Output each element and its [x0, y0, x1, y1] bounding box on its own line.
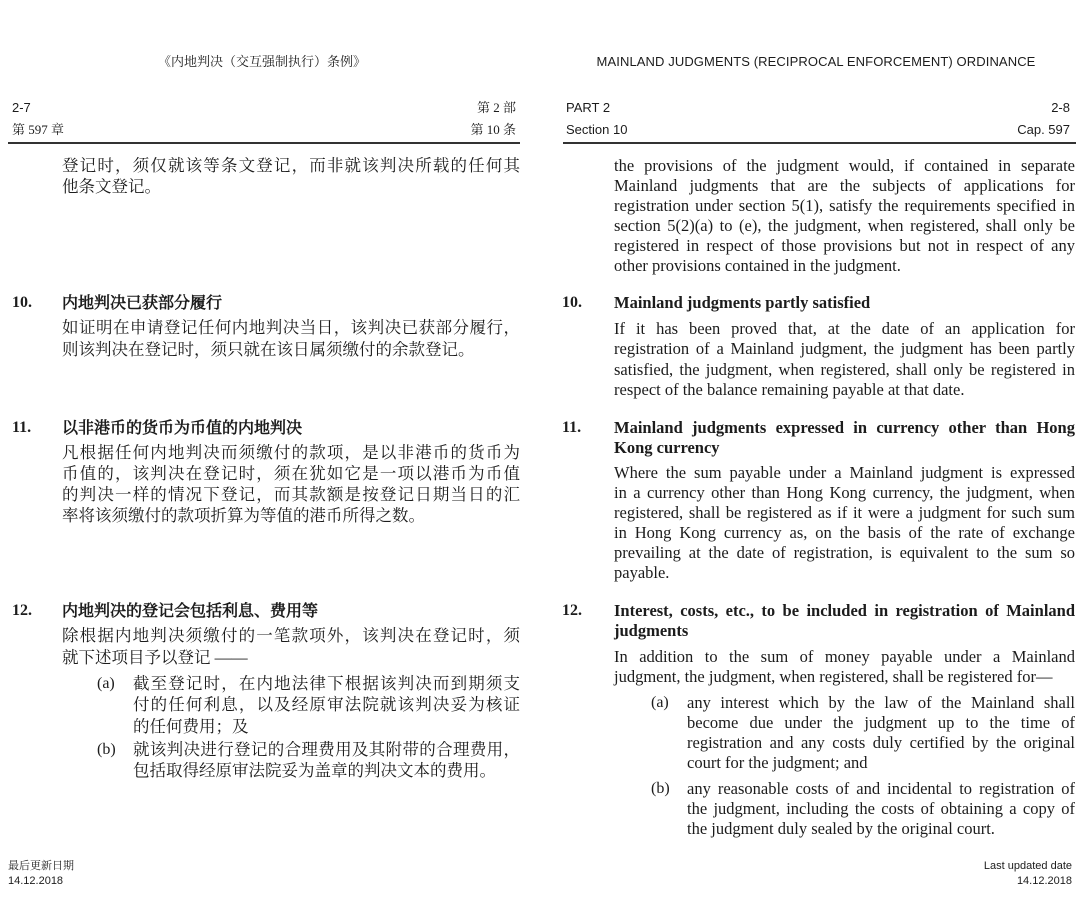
zh-last-updated-date: 14.12.2018 [8, 875, 64, 887]
zh-section-line: 凡根据任何内地判决而须缴付的款项，是以非港币的货币为 [62, 443, 520, 462]
en-section-line: in a currency other than Hong Kong currency, the judgment, when [614, 483, 1075, 502]
en-continuation-line: registration under section 5(1), satisfy the requirements specified in [614, 196, 1075, 215]
zh-item-line: 就该判决进行登记的合理费用及其附带的合理费用， [133, 740, 520, 759]
en-section-heading: Interest, costs, etc., to be included in registration of Mainland [614, 601, 1075, 620]
zh-section-number: 10. [12, 294, 32, 311]
zh-chapter-label: 第 597 章 [12, 122, 65, 137]
en-section-line: payable. [614, 563, 670, 582]
en-ordinance-title: MAINLAND JUDGMENTS (RECIPROCAL ENFORCEMENT) ORDINANCE [596, 54, 1036, 69]
zh-section-number: 12. [12, 602, 32, 619]
en-item-line: the judgment duly sealed by the original court. [687, 819, 995, 838]
zh-section-line: 就下述项目予以登记 —— [62, 648, 248, 667]
en-section-line: prevailing at the date of registration, is equivalent to the sum so [614, 543, 1075, 562]
en-page-number: 2-8 [1051, 100, 1070, 115]
zh-item-line: 截至登记时，在内地法律下根据该判决而到期须支 [133, 674, 520, 693]
en-section-heading: Mainland judgments expressed in currency other than Hong [614, 418, 1075, 437]
zh-section-heading: 以非港币的货币为币值的内地判决 [62, 418, 303, 437]
zh-ordinance-title: 《内地判决（交互强制执行）条例》 [157, 54, 366, 69]
en-continuation-line: other provisions contained in the judgment. [614, 256, 901, 275]
zh-section-number: 11. [12, 419, 32, 436]
en-section-number: 12. [562, 602, 582, 619]
en-section-heading: judgments [614, 621, 689, 640]
en-item-line: the judgment, including the costs of obtaining a copy of [687, 799, 1075, 818]
en-section-line: Where the sum payable under a Mainland judgment is expressed [614, 463, 1075, 482]
en-item-label: (b) [651, 780, 670, 797]
en-section-line: If it has been proved that, at the date of an application for [614, 319, 1075, 338]
zh-page-number: 2-7 [12, 100, 31, 115]
en-item-line: any interest which by the law of the Mainland shall [687, 693, 1075, 712]
en-item-label: (a) [651, 694, 669, 711]
zh-section-line: 率将该须缴付的款项折算为等值的港币所得之数。 [62, 506, 425, 525]
zh-continuation-line: 登记时，须仅就该等条文登记，而非就该判决所载的任何其 [62, 156, 520, 175]
zh-section-line: 的判决一样的情况下登记，而其款额是按登记日期当日的汇 [62, 485, 520, 504]
en-cap-label: Cap. 597 [1017, 122, 1070, 137]
en-section-line: registered, shall be registered as if it were a judgment for such sum [614, 503, 1075, 522]
en-continuation-line: Mainland judgments that are the subjects of applications for [614, 176, 1075, 195]
zh-item-label: (b) [97, 741, 116, 758]
zh-header-rule [8, 142, 520, 144]
en-section-line: registration of a Mainland judgment, the judgment has been partly [614, 339, 1075, 358]
zh-section-heading: 内地判决已获部分履行 [62, 293, 223, 312]
en-continuation-line: the provisions of the judgment would, if contained in separate [614, 156, 1075, 175]
en-section-line: In addition to the sum of money payable under a Mainland [614, 647, 1075, 666]
zh-section-line: 币值的，该判决在登记时，须在犹如它是一项以港币为币值 [62, 464, 520, 483]
zh-item-line: 付的任何利息，以及经原审法院就该判决妥为核证 [133, 695, 520, 714]
en-continuation-line: registered in respect of those provisions but not in respect of any [614, 236, 1075, 255]
en-section-line: respect of the balance remaining payable at that date. [614, 380, 965, 399]
en-section-heading: Mainland judgments partly satisfied [614, 293, 871, 312]
en-item-line: become due under the judgment up to the time of [687, 713, 1075, 732]
en-item-line: any reasonable costs of and incidental to registration of [687, 779, 1075, 798]
zh-part-label: 第 2 部 [476, 100, 516, 115]
en-item-line: court for the judgment; and [687, 753, 868, 772]
en-section-line: judgment, the judgment, when registered, shall be registered for— [614, 667, 1053, 686]
en-section-line: satisfied, the judgment, when registered, shall only be registered in [614, 360, 1075, 379]
en-header-rule [563, 142, 1076, 144]
en-section-line: in Hong Kong currency as, on the basis of the rate of exchange [614, 523, 1075, 542]
zh-section-heading: 内地判决的登记会包括利息、费用等 [62, 601, 319, 620]
en-section-number: 10. [562, 294, 582, 311]
en-last-updated-label: Last updated date [983, 860, 1072, 872]
en-section-number: 11. [562, 419, 582, 436]
zh-section-line: 除根据内地判决须缴付的一笔款项外，该判决在登记时，须 [62, 626, 520, 645]
en-section-heading: Kong currency [614, 438, 720, 457]
zh-section-line: 则该判决在登记时，须只就在该日属须缴付的余款登记。 [62, 340, 475, 359]
zh-section-label: 第 10 条 [470, 122, 516, 137]
en-section-label: Section 10 [566, 122, 628, 137]
en-part-label: PART 2 [566, 100, 611, 115]
en-continuation-line: section 5(2)(a) to (e), the judgment, when registered, shall only be [614, 216, 1075, 235]
zh-section-line: 如证明在申请登记任何内地判决当日，该判决已获部分履行， [62, 318, 520, 337]
zh-item-line: 的任何费用；及 [133, 717, 249, 736]
zh-last-updated-label: 最后更新日期 [8, 860, 74, 872]
en-last-updated-date: 14.12.2018 [1016, 875, 1072, 887]
zh-continuation-line: 他条文登记。 [62, 177, 161, 196]
zh-item-line: 包括取得经原审法院妥为盖章的判决文本的费用。 [133, 761, 496, 780]
zh-item-label: (a) [97, 675, 115, 692]
en-item-line: registration and any costs duly certified by the original [687, 733, 1075, 752]
